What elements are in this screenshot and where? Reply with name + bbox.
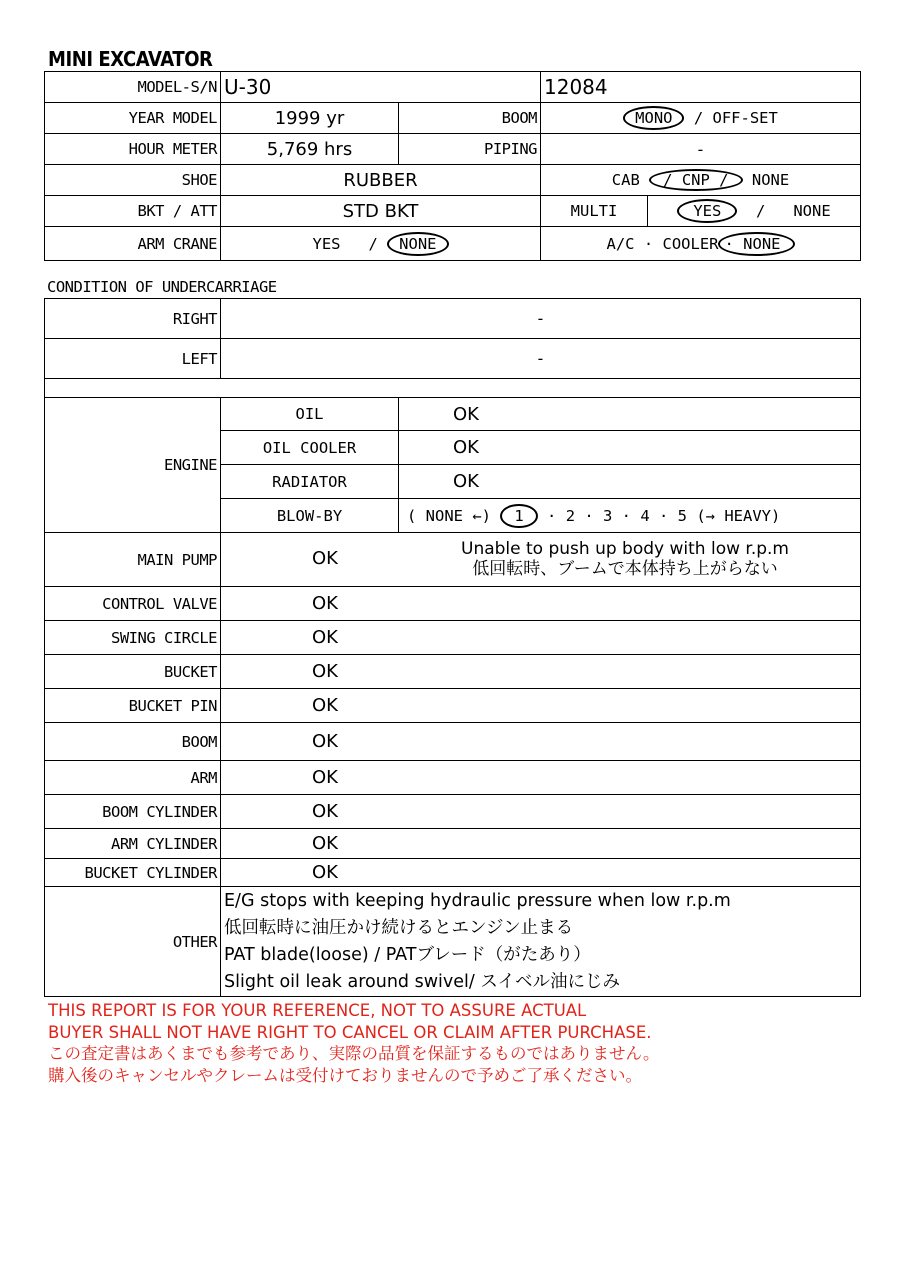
item-label: SWING CIRCLE	[45, 621, 221, 655]
oil-cooler-label: OIL COOLER	[221, 431, 399, 465]
crane-options: YES / NONE	[221, 227, 541, 261]
item-label: BUCKET PIN	[45, 689, 221, 723]
item-label: CONTROL VALVE	[45, 587, 221, 621]
item-status: OK	[221, 655, 861, 689]
oil-label: OIL	[221, 398, 399, 431]
item-status: OK	[221, 621, 861, 655]
ac-none-circled: · NONE	[718, 232, 794, 256]
page-title: MINI EXCAVATOR	[48, 47, 213, 71]
boom-label: BOOM	[399, 103, 541, 134]
radiator-label: RADIATOR	[221, 465, 399, 499]
undercarriage-table	[44, 298, 861, 398]
crane-none-circled: NONE	[387, 232, 448, 256]
blowby-label: BLOW-BY	[221, 499, 399, 533]
left-label: LEFT	[45, 339, 221, 379]
spec-table	[44, 71, 861, 261]
cab-options	[541, 165, 861, 196]
piping-label: PIPING	[399, 134, 541, 165]
main-pump-status: OK	[312, 548, 338, 569]
item-status: OK	[221, 829, 861, 859]
hour-label: HOUR METER	[45, 134, 221, 165]
year-label: YEAR MODEL	[45, 103, 221, 134]
item-label: ARM CYLINDER	[45, 829, 221, 859]
left-value: -	[221, 339, 861, 379]
engine-label: ENGINE	[45, 398, 221, 533]
other-note: 低回転時に油圧かけ続けるとエンジン止まる	[224, 917, 574, 938]
multi-yes-circled: YES	[677, 199, 737, 223]
item-status: OK	[221, 761, 861, 795]
item-status: OK	[221, 689, 861, 723]
cab-cnp-circled: / CNP /	[649, 169, 742, 191]
shoe-label: SHOE	[45, 165, 221, 196]
right-label: RIGHT	[45, 299, 221, 339]
other-note: Slight oil leak around swivel/ スイベル油にじみ	[224, 971, 620, 992]
boom-options	[541, 103, 861, 134]
piping-value: -	[541, 134, 861, 165]
item-status: OK	[221, 587, 861, 621]
boom-sep: /	[693, 109, 704, 127]
bkt-value: STD BKT	[221, 196, 541, 227]
serial-value: 12084	[541, 72, 861, 103]
radiator-value: OK	[399, 465, 861, 499]
blowby-selected-circled: 1	[500, 504, 537, 528]
boom-mono-circled: MONO	[623, 106, 684, 130]
hour-value: 5,769 hrs	[221, 134, 399, 165]
multi-options: YES / NONE	[648, 196, 861, 227]
main-pump-note-ja: 低回転時、ブームで本体持ち上がらない	[472, 559, 778, 579]
ac-options: A/C · COOLER · NONE	[541, 227, 861, 261]
item-label: BOOM CYLINDER	[45, 795, 221, 829]
item-label: BUCKET CYLINDER	[45, 859, 221, 887]
other-note: PAT blade(loose) / PATブレード（がたあり）	[224, 944, 591, 965]
item-status: OK	[221, 859, 861, 887]
undercarriage-heading: CONDITION OF UNDERCARRIAGE	[47, 278, 277, 296]
cab-opt: CAB	[611, 171, 640, 189]
other-notes	[221, 887, 861, 997]
other-note: E/G stops with keeping hydraulic pressure when low r.p.m	[224, 890, 731, 911]
disclaimer-line: BUYER SHALL NOT HAVE RIGHT TO CANCEL OR CLAIM AFTER PURCHASE.	[48, 1022, 652, 1042]
arm-crane-label: ARM CRANE	[45, 227, 221, 261]
item-status: OK	[221, 723, 861, 761]
main-pump-label: MAIN PUMP	[45, 533, 221, 587]
item-label: BUCKET	[45, 655, 221, 689]
year-value: 1999 yr	[221, 103, 399, 134]
boom-offset: OFF-SET	[712, 109, 778, 127]
cab-none: NONE	[751, 171, 790, 189]
item-label: BOOM	[45, 723, 221, 761]
disclaimer	[48, 1000, 660, 1086]
item-status: OK	[221, 795, 861, 829]
multi-none: NONE	[793, 202, 831, 220]
item-label: ARM	[45, 761, 221, 795]
model-label: MODEL-S/N	[45, 72, 221, 103]
blowby-scale: ( NONE ←) 1 · 2 · 3 · 4 · 5 (→ HEAVY)	[399, 499, 861, 533]
oil-cooler-value: OK	[399, 431, 861, 465]
disclaimer-line: THIS REPORT IS FOR YOUR REFERENCE, NOT TO ASSURE ACTUAL	[48, 1001, 587, 1020]
oil-value: OK	[399, 398, 861, 431]
bkt-label: BKT / ATT	[45, 196, 221, 227]
right-value: -	[221, 299, 861, 339]
multi-label: MULTI	[541, 196, 648, 227]
disclaimer-line: 購入後のキャンセルやクレームは受付けておりませんので予めご了承ください。	[48, 1065, 642, 1085]
shoe-value: RUBBER	[221, 165, 541, 196]
condition-table	[44, 397, 861, 997]
main-pump-row	[221, 533, 861, 587]
disclaimer-line: この査定書はあくまでも参考であり、実際の品質を保証するものではありません。	[48, 1044, 660, 1063]
blank-row	[45, 379, 861, 398]
other-label: OTHER	[45, 887, 221, 997]
main-pump-note-en: Unable to push up body with low r.p.m	[461, 539, 789, 559]
model-value: U-30	[221, 72, 541, 103]
